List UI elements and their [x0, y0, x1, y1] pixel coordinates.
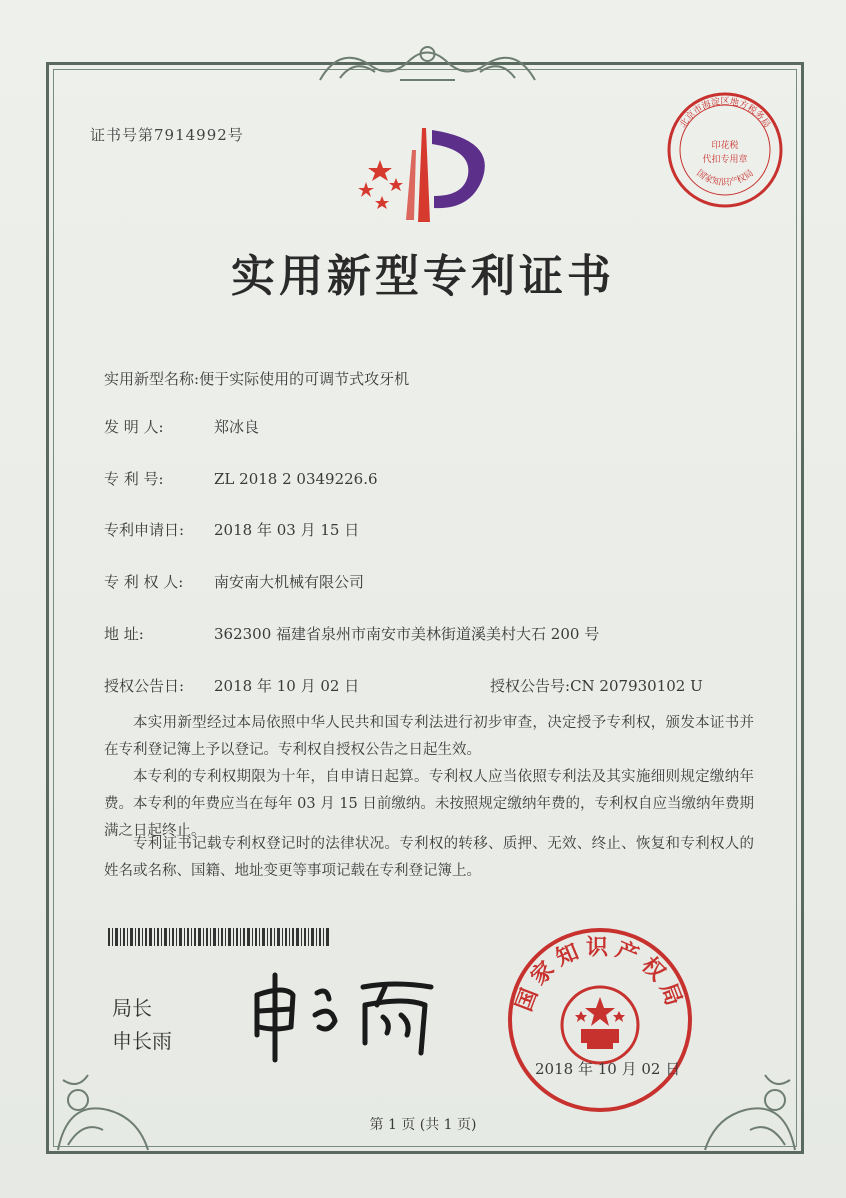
body-paragraph-1: 本实用新型经过本局依照中华人民共和国专利法进行初步审查，决定授予专利权，颁发本证书并在专利登记簿上予以登记。专利权自授权公告之日起生效。 [104, 715, 754, 758]
field-value: ZL 2018 2 0349226.6 [214, 470, 378, 488]
page-indicator: 第 1 页 (共 1 页) [369, 1117, 477, 1133]
field-address [104, 623, 599, 644]
tax-stamp-seal [665, 90, 785, 210]
small-seal-center-bottom: 代扣专用章 [702, 155, 748, 165]
field-label: 专 利 权 人: [104, 573, 184, 591]
field-patent-number [104, 468, 378, 489]
small-seal-ring-text: 北京市海淀区地方税务局 [678, 97, 772, 130]
certificate-title: 实用新型专利证书 [231, 251, 615, 302]
field-label: 地 址: [104, 625, 144, 643]
field-value: 郑冰良 [214, 418, 260, 436]
body-paragraph-2: 本专利的专利权期限为十年，自申请日起算。专利权人应当依照专利法及其实施细则规定缴纳年费。本专利的年费应当在每年 03 月 15 日前缴纳。未按照规定缴纳年费的，专利权自应当缴纳年费期满之日起终止。 [104, 769, 754, 839]
signature-title: 局长 [112, 996, 152, 1020]
field-patentee [104, 571, 364, 592]
cnipa-logo-icon [352, 120, 502, 230]
field-label: 授权公告日: [104, 677, 185, 695]
field-label: 专 利 号: [104, 470, 164, 488]
field-inventor [104, 416, 259, 437]
field-label: 发 明 人: [104, 418, 164, 436]
svg-text:国家知识产权局 [694, 168, 755, 189]
svg-text:北京市海淀区地方税务局 [677, 95, 773, 130]
field-label: 实用新型名称: [104, 370, 200, 388]
national-emblem-icon [562, 987, 638, 1063]
signature-name: 申长雨 [112, 1029, 172, 1053]
field-value: 2018 年 10 月 02 日 [214, 677, 360, 695]
big-seal-ring-text: 国家知识产权局 [511, 935, 689, 1015]
corner-ornament-bottom-left-icon [48, 1060, 158, 1160]
handwritten-signature [245, 965, 445, 1065]
corner-ornament-bottom-right-icon [690, 1060, 805, 1160]
cnipa-official-seal [505, 925, 695, 1115]
field-utility-name [104, 368, 409, 389]
top-ornament-icon [300, 40, 555, 88]
body-paragraph-3: 专利证书记载专利权登记时的法律状况。专利权的转移、质押、无效、终止、恢复和专利权人的姓名或名称、国籍、地址变更等事项记载在专利登记簿上。 [104, 836, 754, 879]
certificate-number: 证书号第7914992号 [90, 126, 244, 144]
field-publication-date [104, 675, 359, 696]
field-value: 便于实际使用的可调节式攻牙机 [199, 370, 410, 388]
barcode [108, 928, 330, 946]
field-application-date [104, 519, 359, 540]
field-value: 362300 福建省泉州市南安市美林街道溪美村大石 200 号 [214, 625, 600, 643]
field-label: 专利申请日: [104, 521, 185, 539]
issue-date: 2018 年 10 月 02 日 [535, 1060, 681, 1078]
small-seal-bottom-text: 国家知识产权局 [694, 168, 756, 189]
field-label: 授权公告号: [490, 677, 571, 695]
field-value: CN 207930102 U [570, 677, 703, 695]
field-value: 南安南大机械有限公司 [214, 573, 365, 591]
small-seal-center-top: 印花税 [711, 141, 739, 151]
field-value: 2018 年 03 月 15 日 [214, 521, 360, 539]
field-publication-number [490, 675, 703, 696]
